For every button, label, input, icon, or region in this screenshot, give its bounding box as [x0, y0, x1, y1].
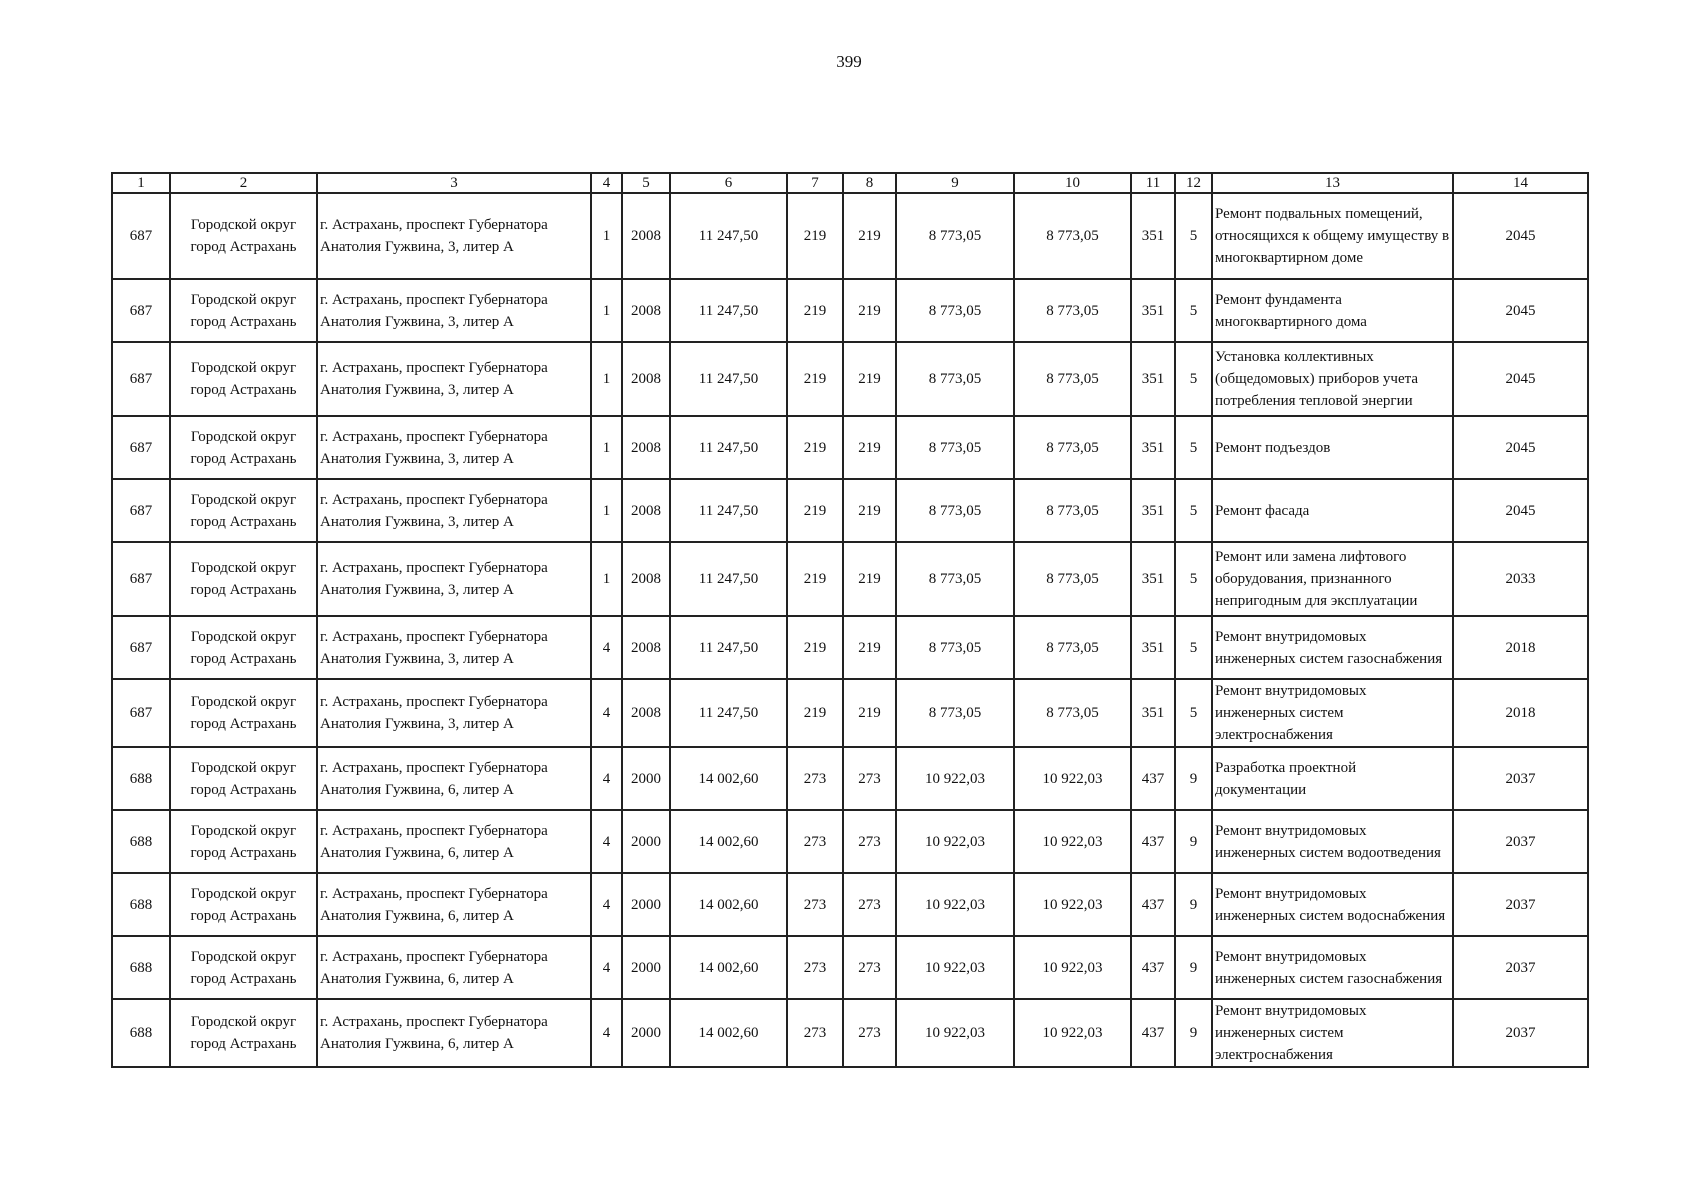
- col-4-cell: 4: [591, 873, 622, 936]
- table-row: [112, 679, 1588, 747]
- year-cell: 2008: [622, 679, 670, 747]
- col-12-cell: 9: [1175, 999, 1212, 1067]
- col-9-cell: 10 922,03: [896, 810, 1014, 873]
- address-cell: г. Астрахань, проспект Губернатора Анатолия Гужвина, 3, литер А: [317, 342, 591, 416]
- area-cell: 14 002,60: [670, 936, 787, 999]
- col-11-cell: 351: [1131, 616, 1175, 679]
- municipality-cell: Городской округ город Астрахань: [170, 679, 317, 747]
- col-7-cell: 219: [787, 416, 843, 479]
- record-number-cell: 687: [112, 342, 170, 416]
- area-cell: 11 247,50: [670, 193, 787, 279]
- col-10-cell: 8 773,05: [1014, 416, 1131, 479]
- col-12-cell: 5: [1175, 193, 1212, 279]
- area-cell: 11 247,50: [670, 542, 787, 616]
- col-10-cell: 10 922,03: [1014, 747, 1131, 810]
- column-header: 14: [1453, 173, 1588, 193]
- table-row: [112, 936, 1588, 999]
- col-11-cell: 437: [1131, 873, 1175, 936]
- year-cell: 2000: [622, 810, 670, 873]
- column-header: 7: [787, 173, 843, 193]
- record-number-cell: 687: [112, 416, 170, 479]
- col-12-cell: 5: [1175, 342, 1212, 416]
- work-type-cell: Ремонт подвальных помещений, относящихся к общему имуществу в многоквартирном доме: [1212, 193, 1453, 279]
- col-7-cell: 273: [787, 936, 843, 999]
- col-8-cell: 273: [843, 936, 896, 999]
- record-number-cell: 688: [112, 873, 170, 936]
- col-11-cell: 437: [1131, 936, 1175, 999]
- year-cell: 2008: [622, 416, 670, 479]
- planned-year-cell: 2037: [1453, 873, 1588, 936]
- record-number-cell: 687: [112, 542, 170, 616]
- work-type-cell: Ремонт фундамента многоквартирного дома: [1212, 279, 1453, 342]
- col-4-cell: 4: [591, 679, 622, 747]
- year-cell: 2008: [622, 193, 670, 279]
- repair-schedule-table: [111, 172, 1589, 1068]
- municipality-cell: Городской округ город Астрахань: [170, 342, 317, 416]
- record-number-cell: 688: [112, 936, 170, 999]
- address-cell: г. Астрахань, проспект Губернатора Анатолия Гужвина, 6, литер А: [317, 747, 591, 810]
- col-10-cell: 8 773,05: [1014, 479, 1131, 542]
- col-9-cell: 8 773,05: [896, 679, 1014, 747]
- col-7-cell: 273: [787, 999, 843, 1067]
- col-7-cell: 273: [787, 810, 843, 873]
- record-number-cell: 687: [112, 616, 170, 679]
- col-11-cell: 351: [1131, 193, 1175, 279]
- work-type-cell: Разработка проектной документации: [1212, 747, 1453, 810]
- area-cell: 14 002,60: [670, 810, 787, 873]
- col-9-cell: 8 773,05: [896, 479, 1014, 542]
- year-cell: 2000: [622, 873, 670, 936]
- column-header: 3: [317, 173, 591, 193]
- planned-year-cell: 2045: [1453, 479, 1588, 542]
- table-row: [112, 279, 1588, 342]
- area-cell: 14 002,60: [670, 747, 787, 810]
- area-cell: 11 247,50: [670, 679, 787, 747]
- col-9-cell: 8 773,05: [896, 616, 1014, 679]
- col-7-cell: 273: [787, 873, 843, 936]
- col-8-cell: 273: [843, 747, 896, 810]
- work-type-cell: Ремонт внутридомовых инженерных систем газоснабжения: [1212, 936, 1453, 999]
- col-4-cell: 4: [591, 999, 622, 1067]
- record-number-cell: 688: [112, 999, 170, 1067]
- col-11-cell: 351: [1131, 279, 1175, 342]
- planned-year-cell: 2045: [1453, 342, 1588, 416]
- area-cell: 11 247,50: [670, 342, 787, 416]
- col-4-cell: 1: [591, 342, 622, 416]
- municipality-cell: Городской округ город Астрахань: [170, 542, 317, 616]
- municipality-cell: Городской округ город Астрахань: [170, 279, 317, 342]
- col-12-cell: 9: [1175, 747, 1212, 810]
- municipality-cell: Городской округ город Астрахань: [170, 616, 317, 679]
- area-cell: 11 247,50: [670, 479, 787, 542]
- col-10-cell: 10 922,03: [1014, 873, 1131, 936]
- col-9-cell: 8 773,05: [896, 193, 1014, 279]
- col-10-cell: 8 773,05: [1014, 342, 1131, 416]
- planned-year-cell: 2037: [1453, 810, 1588, 873]
- col-8-cell: 219: [843, 416, 896, 479]
- col-12-cell: 5: [1175, 479, 1212, 542]
- table-row: [112, 542, 1588, 616]
- planned-year-cell: 2045: [1453, 279, 1588, 342]
- col-7-cell: 219: [787, 542, 843, 616]
- col-10-cell: 10 922,03: [1014, 999, 1131, 1067]
- planned-year-cell: 2045: [1453, 416, 1588, 479]
- col-4-cell: 4: [591, 810, 622, 873]
- col-8-cell: 273: [843, 873, 896, 936]
- address-cell: г. Астрахань, проспект Губернатора Анатолия Гужвина, 6, литер А: [317, 999, 591, 1067]
- municipality-cell: Городской округ город Астрахань: [170, 873, 317, 936]
- record-number-cell: 688: [112, 810, 170, 873]
- col-12-cell: 5: [1175, 542, 1212, 616]
- planned-year-cell: 2018: [1453, 679, 1588, 747]
- municipality-cell: Городской округ город Астрахань: [170, 810, 317, 873]
- col-9-cell: 8 773,05: [896, 542, 1014, 616]
- col-10-cell: 8 773,05: [1014, 679, 1131, 747]
- col-10-cell: 8 773,05: [1014, 616, 1131, 679]
- address-cell: г. Астрахань, проспект Губернатора Анатолия Гужвина, 3, литер А: [317, 279, 591, 342]
- col-10-cell: 8 773,05: [1014, 279, 1131, 342]
- col-9-cell: 10 922,03: [896, 936, 1014, 999]
- col-9-cell: 8 773,05: [896, 342, 1014, 416]
- col-12-cell: 9: [1175, 810, 1212, 873]
- col-4-cell: 4: [591, 747, 622, 810]
- table-row: [112, 747, 1588, 810]
- planned-year-cell: 2037: [1453, 999, 1588, 1067]
- year-cell: 2000: [622, 936, 670, 999]
- column-header: 8: [843, 173, 896, 193]
- work-type-cell: Ремонт или замена лифтового оборудования, признанного непригодным для эксплуатации: [1212, 542, 1453, 616]
- col-4-cell: 1: [591, 479, 622, 542]
- col-8-cell: 219: [843, 542, 896, 616]
- column-header: 12: [1175, 173, 1212, 193]
- record-number-cell: 687: [112, 279, 170, 342]
- col-11-cell: 437: [1131, 810, 1175, 873]
- planned-year-cell: 2018: [1453, 616, 1588, 679]
- col-7-cell: 219: [787, 479, 843, 542]
- column-header: 10: [1014, 173, 1131, 193]
- col-9-cell: 8 773,05: [896, 279, 1014, 342]
- table-row: [112, 616, 1588, 679]
- work-type-cell: Ремонт внутридомовых инженерных систем электроснабжения: [1212, 679, 1453, 747]
- col-7-cell: 219: [787, 616, 843, 679]
- table-row: [112, 193, 1588, 279]
- col-9-cell: 8 773,05: [896, 416, 1014, 479]
- col-8-cell: 273: [843, 999, 896, 1067]
- col-4-cell: 4: [591, 616, 622, 679]
- col-8-cell: 219: [843, 342, 896, 416]
- col-12-cell: 9: [1175, 936, 1212, 999]
- table-row: [112, 873, 1588, 936]
- year-cell: 2008: [622, 542, 670, 616]
- col-11-cell: 351: [1131, 542, 1175, 616]
- planned-year-cell: 2033: [1453, 542, 1588, 616]
- year-cell: 2008: [622, 279, 670, 342]
- col-7-cell: 219: [787, 342, 843, 416]
- address-cell: г. Астрахань, проспект Губернатора Анатолия Гужвина, 3, литер А: [317, 616, 591, 679]
- municipality-cell: Городской округ город Астрахань: [170, 999, 317, 1067]
- table-row: [112, 342, 1588, 416]
- page-number: 399: [836, 52, 862, 71]
- col-12-cell: 5: [1175, 279, 1212, 342]
- col-4-cell: 1: [591, 542, 622, 616]
- col-11-cell: 437: [1131, 999, 1175, 1067]
- col-12-cell: 5: [1175, 616, 1212, 679]
- year-cell: 2008: [622, 479, 670, 542]
- col-8-cell: 219: [843, 616, 896, 679]
- col-4-cell: 1: [591, 193, 622, 279]
- address-cell: г. Астрахань, проспект Губернатора Анатолия Гужвина, 6, литер А: [317, 936, 591, 999]
- col-4-cell: 1: [591, 416, 622, 479]
- work-type-cell: Ремонт подъездов: [1212, 416, 1453, 479]
- work-type-cell: Ремонт внутридомовых инженерных систем водоотведения: [1212, 810, 1453, 873]
- col-7-cell: 219: [787, 279, 843, 342]
- col-4-cell: 4: [591, 936, 622, 999]
- year-cell: 2008: [622, 342, 670, 416]
- col-7-cell: 219: [787, 679, 843, 747]
- area-cell: 14 002,60: [670, 999, 787, 1067]
- col-12-cell: 9: [1175, 873, 1212, 936]
- address-cell: г. Астрахань, проспект Губернатора Анатолия Гужвина, 3, литер А: [317, 479, 591, 542]
- work-type-cell: Ремонт внутридомовых инженерных систем водоснабжения: [1212, 873, 1453, 936]
- area-cell: 14 002,60: [670, 873, 787, 936]
- col-8-cell: 219: [843, 479, 896, 542]
- table-row: [112, 479, 1588, 542]
- col-11-cell: 351: [1131, 416, 1175, 479]
- work-type-cell: Ремонт фасада: [1212, 479, 1453, 542]
- column-number-row: [112, 173, 1588, 193]
- work-type-cell: Ремонт внутридомовых инженерных систем газоснабжения: [1212, 616, 1453, 679]
- col-10-cell: 10 922,03: [1014, 810, 1131, 873]
- record-number-cell: 687: [112, 479, 170, 542]
- year-cell: 2000: [622, 999, 670, 1067]
- area-cell: 11 247,50: [670, 279, 787, 342]
- table-body: [112, 193, 1588, 1067]
- col-9-cell: 10 922,03: [896, 747, 1014, 810]
- col-10-cell: 8 773,05: [1014, 193, 1131, 279]
- column-header: 2: [170, 173, 317, 193]
- address-cell: г. Астрахань, проспект Губернатора Анатолия Гужвина, 3, литер А: [317, 193, 591, 279]
- col-11-cell: 351: [1131, 679, 1175, 747]
- col-8-cell: 219: [843, 279, 896, 342]
- record-number-cell: 687: [112, 193, 170, 279]
- column-header: 5: [622, 173, 670, 193]
- work-type-cell: Ремонт внутридомовых инженерных систем электроснабжения: [1212, 999, 1453, 1067]
- area-cell: 11 247,50: [670, 616, 787, 679]
- col-8-cell: 219: [843, 679, 896, 747]
- col-9-cell: 10 922,03: [896, 873, 1014, 936]
- municipality-cell: Городской округ город Астрахань: [170, 747, 317, 810]
- column-header: 6: [670, 173, 787, 193]
- col-10-cell: 8 773,05: [1014, 542, 1131, 616]
- record-number-cell: 687: [112, 679, 170, 747]
- address-cell: г. Астрахань, проспект Губернатора Анатолия Гужвина, 3, литер А: [317, 679, 591, 747]
- col-4-cell: 1: [591, 279, 622, 342]
- column-header: 13: [1212, 173, 1453, 193]
- work-type-cell: Установка коллективных (общедомовых) приборов учета потребления тепловой энергии: [1212, 342, 1453, 416]
- col-12-cell: 5: [1175, 679, 1212, 747]
- col-8-cell: 273: [843, 810, 896, 873]
- col-12-cell: 5: [1175, 416, 1212, 479]
- table-row: [112, 810, 1588, 873]
- municipality-cell: Городской округ город Астрахань: [170, 193, 317, 279]
- address-cell: г. Астрахань, проспект Губернатора Анатолия Гужвина, 3, литер А: [317, 416, 591, 479]
- table-row: [112, 999, 1588, 1067]
- column-header: 9: [896, 173, 1014, 193]
- planned-year-cell: 2037: [1453, 747, 1588, 810]
- address-cell: г. Астрахань, проспект Губернатора Анатолия Гужвина, 3, литер А: [317, 542, 591, 616]
- col-10-cell: 10 922,03: [1014, 936, 1131, 999]
- column-header: 1: [112, 173, 170, 193]
- col-11-cell: 351: [1131, 479, 1175, 542]
- record-number-cell: 688: [112, 747, 170, 810]
- planned-year-cell: 2045: [1453, 193, 1588, 279]
- planned-year-cell: 2037: [1453, 936, 1588, 999]
- column-header: 11: [1131, 173, 1175, 193]
- col-11-cell: 437: [1131, 747, 1175, 810]
- address-cell: г. Астрахань, проспект Губернатора Анатолия Гужвина, 6, литер А: [317, 810, 591, 873]
- municipality-cell: Городской округ город Астрахань: [170, 479, 317, 542]
- col-7-cell: 273: [787, 747, 843, 810]
- col-11-cell: 351: [1131, 342, 1175, 416]
- col-9-cell: 10 922,03: [896, 999, 1014, 1067]
- area-cell: 11 247,50: [670, 416, 787, 479]
- col-7-cell: 219: [787, 193, 843, 279]
- address-cell: г. Астрахань, проспект Губернатора Анатолия Гужвина, 6, литер А: [317, 873, 591, 936]
- table-row: [112, 416, 1588, 479]
- column-header: 4: [591, 173, 622, 193]
- col-8-cell: 219: [843, 193, 896, 279]
- year-cell: 2000: [622, 747, 670, 810]
- municipality-cell: Городской округ город Астрахань: [170, 416, 317, 479]
- year-cell: 2008: [622, 616, 670, 679]
- municipality-cell: Городской округ город Астрахань: [170, 936, 317, 999]
